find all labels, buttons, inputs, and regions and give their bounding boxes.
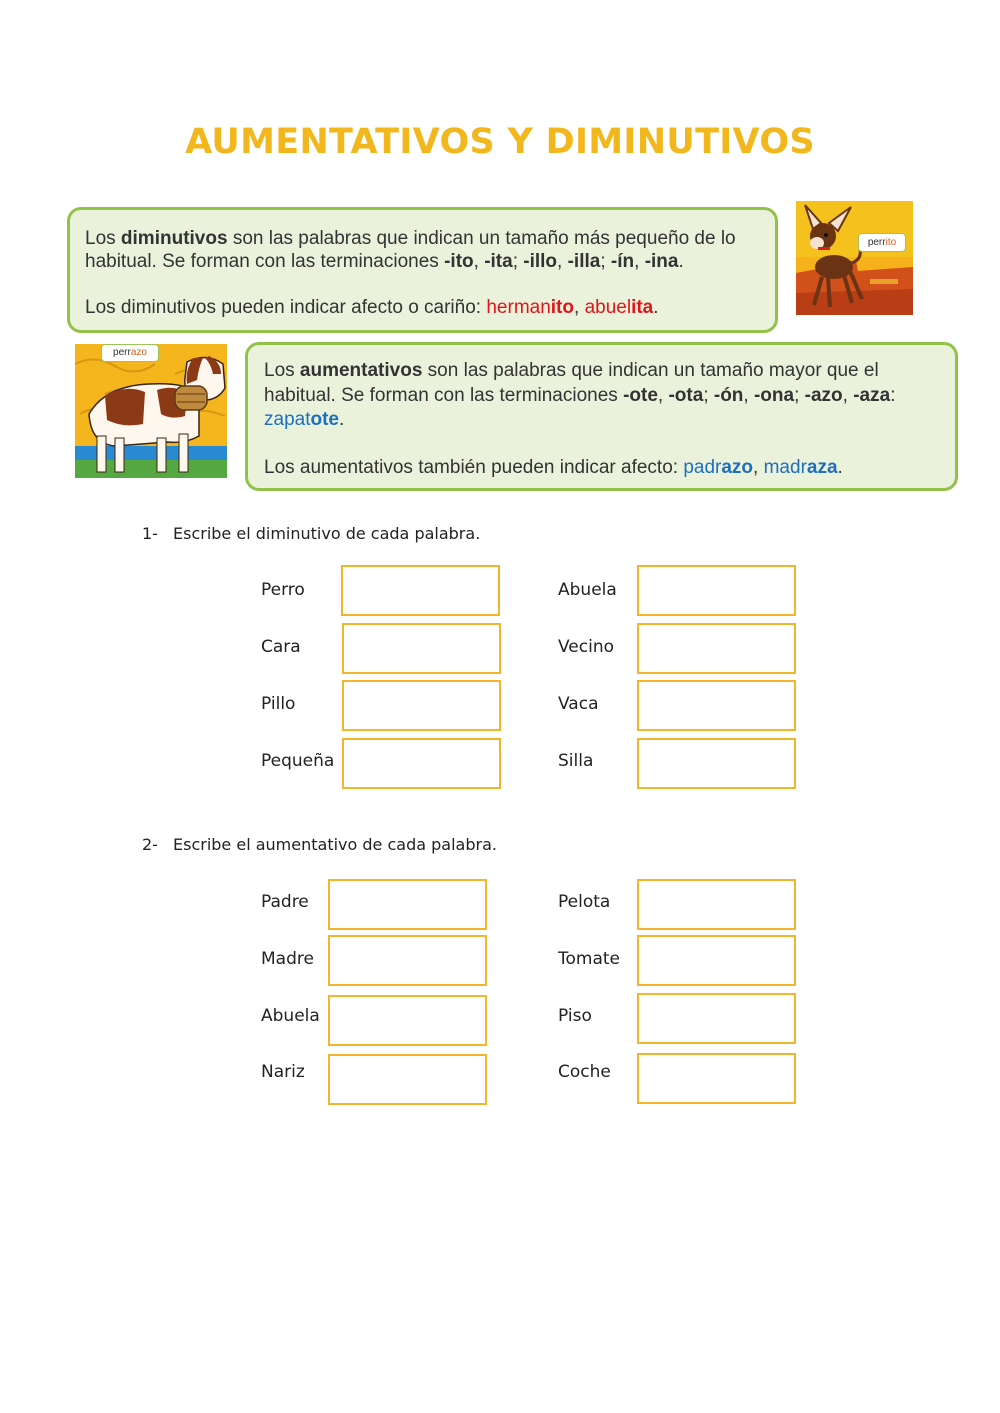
- text-run: -aza: [853, 384, 891, 406]
- text-run: -ota: [668, 384, 704, 406]
- chihuahua-illustration: [796, 201, 913, 315]
- word-label: Piso: [558, 1006, 592, 1026]
- augmentative-affection: [264, 457, 941, 480]
- text-run: ,: [634, 250, 645, 272]
- word-label: Cara: [261, 637, 301, 657]
- text-run: -illa: [567, 250, 601, 272]
- word-label: Coche: [558, 1062, 611, 1082]
- text-run: -ina: [644, 250, 679, 272]
- text-run: -ón: [713, 384, 744, 406]
- text-run: ;: [703, 384, 714, 406]
- page-title: AUMENTATIVOS Y DIMINUTIVOS: [185, 122, 815, 162]
- answer-box[interactable]: [637, 1053, 796, 1104]
- text-run: Los: [264, 360, 300, 381]
- word-label: Vecino: [558, 637, 615, 657]
- diminutive-explanation-box: [67, 207, 778, 333]
- text-run: son las palabras que indican un tamaño mayor que el habitual. Se forman con las terminaciones: [264, 360, 879, 406]
- text-run: ,: [574, 297, 585, 318]
- question-2-text: Escribe el aumentativo de cada palabra.: [173, 835, 497, 854]
- text-run: .: [678, 250, 684, 272]
- text-run: -ita: [484, 250, 513, 272]
- word-label: Pequeña: [261, 751, 335, 771]
- text-run: -ote: [623, 384, 658, 406]
- question-2-number: 2-: [142, 835, 158, 854]
- word-label: Perro: [261, 580, 305, 600]
- text-run: padr: [683, 456, 722, 478]
- answer-box[interactable]: [637, 935, 796, 986]
- question-1-text: Escribe el diminutivo de cada palabra.: [173, 524, 481, 543]
- answer-box[interactable]: [328, 935, 487, 986]
- answer-box[interactable]: [328, 879, 487, 930]
- augmentative-definition: [264, 359, 941, 433]
- answer-box[interactable]: [637, 738, 796, 789]
- answer-box[interactable]: [328, 1054, 487, 1105]
- augmentative-explanation-box: [245, 342, 958, 491]
- word-label: Pillo: [261, 694, 296, 714]
- text-run: -azo: [804, 384, 843, 406]
- word-label: Abuela: [261, 1006, 320, 1026]
- answer-box[interactable]: [637, 623, 796, 674]
- question-2: [142, 835, 497, 854]
- answer-box[interactable]: [328, 995, 487, 1046]
- answer-box[interactable]: [342, 680, 501, 731]
- text-run: ita: [631, 297, 654, 318]
- text-run: ,: [743, 384, 754, 406]
- answer-box[interactable]: [637, 879, 796, 930]
- diminutive-affection: [85, 297, 761, 320]
- text-run: ,: [657, 384, 669, 406]
- text-run: -ito: [444, 250, 474, 272]
- word-label: Madre: [261, 949, 314, 969]
- text-run: ,: [557, 250, 568, 272]
- answer-box[interactable]: [637, 993, 796, 1044]
- diminutive-definition: [85, 228, 761, 273]
- perrito-tag: perrito: [858, 233, 906, 252]
- word-label: Padre: [261, 892, 309, 912]
- word-label: Vaca: [558, 694, 599, 714]
- word-label: Pelota: [558, 892, 611, 912]
- text-run: ito: [550, 297, 574, 318]
- word-label: Tomate: [558, 949, 620, 969]
- answer-box[interactable]: [637, 680, 796, 731]
- text-run: Los: [85, 228, 121, 249]
- text-run: .: [338, 409, 345, 430]
- text-run: ,: [473, 250, 485, 272]
- text-run: -ín: [610, 250, 635, 272]
- word-label: Silla: [558, 751, 594, 771]
- text-run: son las palabras que indican un tamaño más pequeño de lo habitual. Se forman con las terminaciones: [85, 228, 736, 272]
- text-run: madr: [763, 456, 807, 478]
- text-run: -illo: [523, 250, 558, 272]
- text-run: .: [837, 456, 843, 478]
- text-run: ;: [794, 384, 805, 406]
- text-run: diminutivos: [120, 228, 228, 249]
- text-run: azo: [721, 456, 754, 478]
- answer-box[interactable]: [637, 565, 796, 616]
- text-run: .: [653, 297, 659, 318]
- answer-box[interactable]: [342, 738, 501, 789]
- perrazo-tag: perrazo: [101, 344, 159, 362]
- text-run: ;: [512, 250, 524, 272]
- text-run: ,: [753, 456, 764, 478]
- text-run: Los diminutivos pueden indicar afecto o cariño:: [85, 297, 487, 318]
- text-run: ;: [600, 250, 611, 272]
- text-run: aza: [806, 456, 838, 478]
- text-run: :: [890, 384, 896, 406]
- question-1: [142, 524, 480, 543]
- saint-bernard-illustration: [75, 344, 227, 478]
- answer-box[interactable]: [342, 623, 501, 674]
- answer-box[interactable]: [341, 565, 500, 616]
- question-1-number: 1-: [142, 524, 158, 543]
- text-run: -ona: [753, 384, 795, 406]
- text-run: herman: [486, 297, 551, 318]
- word-label: Nariz: [261, 1062, 305, 1082]
- word-label: Abuela: [558, 580, 617, 600]
- text-run: ote: [310, 409, 339, 430]
- text-run: abuel: [584, 297, 632, 318]
- text-run: aumentativos: [299, 360, 423, 381]
- text-run: ,: [842, 384, 854, 406]
- text-run: zapat: [264, 409, 311, 430]
- text-run: Los aumentativos también pueden indicar afecto:: [264, 456, 684, 478]
